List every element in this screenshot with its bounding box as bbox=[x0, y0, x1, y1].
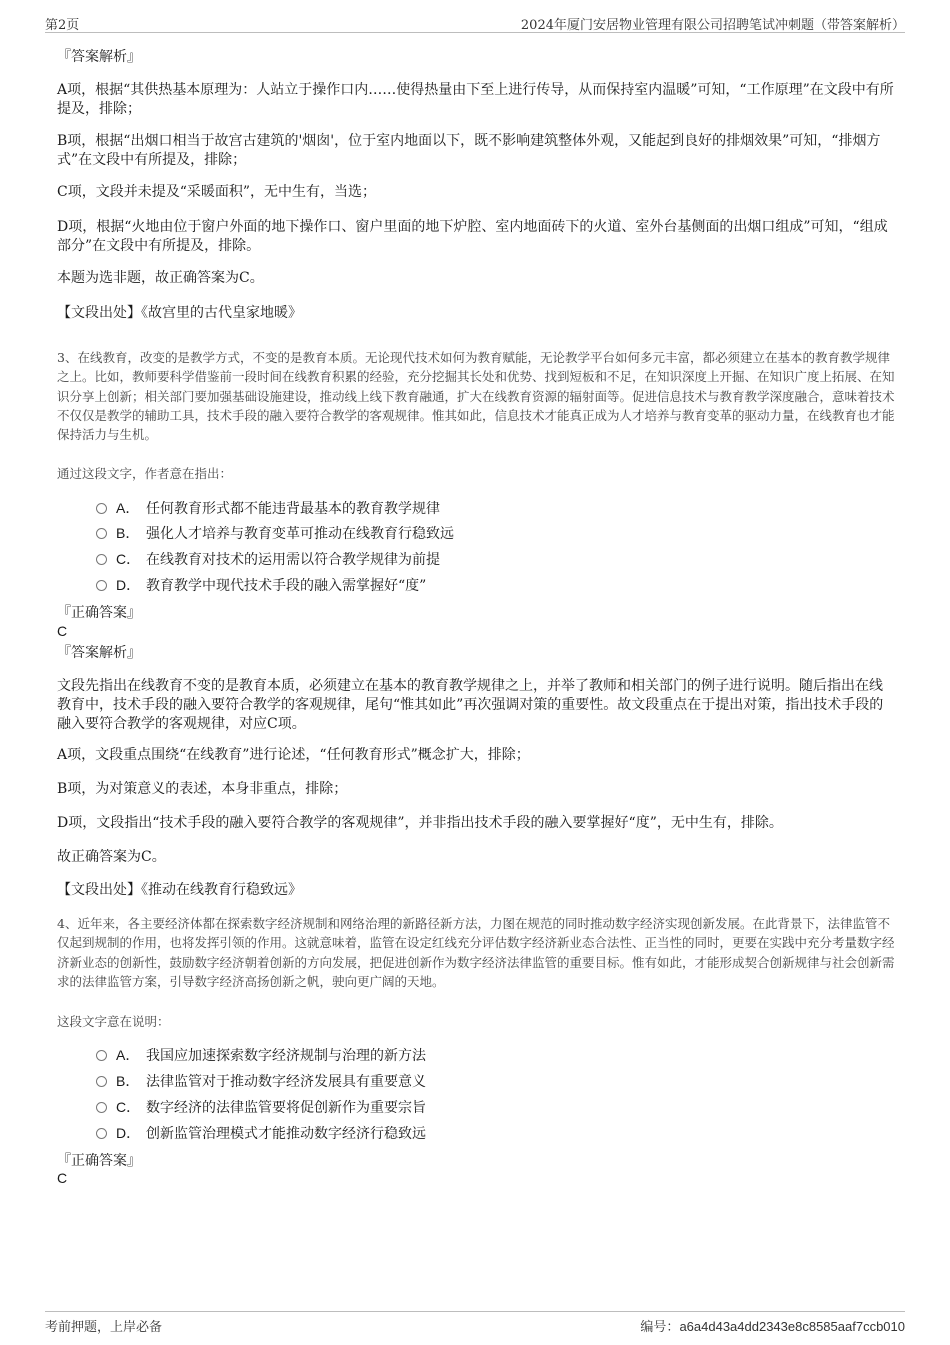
code-label: 编号： bbox=[640, 1320, 680, 1335]
q4-option-b[interactable]: B． 法律监管对于推动数字经济发展具有重要意义 bbox=[96, 1071, 426, 1092]
q3-analysis-b: B项，为对策意义的表述，本身非重点，排除； bbox=[57, 781, 348, 797]
page-header bbox=[45, 12, 905, 33]
q3-question: 通过这段文字，作者意在指出： bbox=[57, 466, 233, 481]
q3-passage: 3、在线教育，改变的是教学方式，不变的是教育本质。无论现代技术如何为教育赋能，无论教学平台如何多元丰富，都必须建立在基本的教育教学规律之上。比如，教师要科学借鉴前一段时间在线教育积累的经验，充分挖掘其长处和优势、找到短板和不足，在知识深度上开掘、在知识广度上拓展、在知识分享上创新；相关部门要加强基础设施建设，推动线上线下教育融通，扩大在线教育资源的辐射面等。促进信息技术与教育教学深度融合，意味着技术不仅仅是教学的辅助工具，技术手段的融入要符合教学的客观规律。惟其如此，信息技术才能真正成为人才培养与教育变革的驱动力量，在线教育也才能保持活力与生机。 bbox=[57, 350, 895, 443]
radio-icon[interactable] bbox=[96, 503, 107, 514]
q3-option-d[interactable]: D． 教育教学中现代技术手段的融入需掌握好“度” bbox=[96, 575, 426, 596]
q2-analysis-a: A项，根据“其供热基本原理为：人站立于操作口内……使得热量由下至上进行传导，从而保持室内温暖”可知，“工作原理”在文段中有所提及，排除； bbox=[57, 82, 894, 117]
radio-icon[interactable] bbox=[96, 528, 107, 539]
q4-passage: 4、近年来，各主要经济体都在探索数字经济规制和网络治理的新路径新方法，力图在规范的同时推动数字经济实现创新发展。在此背景下，法律监管不仅起到规制的作用，也将发挥引领的作用。这就意味着，监管在设定红线充分评估数字经济新业态合法性、正当性的同时，更要在实践中充分考量数字经济新业态的创新性，鼓励数字经济朝着创新的方向发展，把促进创新作为数字经济法律监管的重要目标。惟有如此，才能形成契合创新规律与社会创新需求的法律监管方案，引导数字经济高扬创新之帆，驶向更广阔的天地。 bbox=[57, 916, 895, 989]
document-title: 2024年厦门安居物业管理有限公司招聘笔试冲刺题（带答案解析） bbox=[520, 18, 905, 33]
code-value: a6a4d43a4dd2343e8c8585aaf7ccb010 bbox=[679, 1319, 905, 1334]
radio-icon[interactable] bbox=[96, 580, 107, 591]
q3-analysis-a: A项，文段重点围绕“在线教育”进行论述，“任何教育形式”概念扩大，排除； bbox=[57, 747, 530, 763]
q3-analysis-d: D项，文段指出“技术手段的融入要符合教学的客观规律”，并非指出技术手段的融入要掌握好“度”，无中生有，排除。 bbox=[57, 815, 783, 831]
q3-analysis-main: 文段先指出在线教育不变的是教育本质，必须建立在基本的教育教学规律之上，并举了教师和相关部门的例子进行说明。随后指出在线教育中，技术手段的融入要符合教学的客观规律，尾句“惟其如此”再次强调对策的重要性。故文段重点在于提出对策，指出技术手段的融入要符合教学的客观规律，对应C项。 bbox=[57, 678, 884, 732]
q2-analysis-label: 『答案解析』 bbox=[57, 49, 141, 65]
radio-icon[interactable] bbox=[96, 1128, 107, 1139]
footer-slogan: 考前押题，上岸必备 bbox=[45, 1320, 163, 1335]
document-code bbox=[640, 1316, 905, 1335]
q3-option-c[interactable]: C． 在线教育对技术的运用需以符合教学规律为前提 bbox=[96, 549, 440, 570]
q3-answer-label: 『正确答案』 bbox=[57, 605, 141, 621]
q4-option-d[interactable]: D． 创新监管治理模式才能推动数字经济行稳致远 bbox=[96, 1123, 426, 1144]
radio-icon[interactable] bbox=[96, 1102, 107, 1113]
q4-option-c[interactable]: C． 数字经济的法律监管要将促创新作为重要宗旨 bbox=[96, 1097, 426, 1118]
page-footer bbox=[45, 1311, 905, 1336]
q3-answer: C bbox=[57, 623, 68, 639]
q2-analysis-c: C项，文段并未提及“采暖面积”，无中生有，当选； bbox=[57, 184, 377, 200]
q3-analysis-label: 『答案解析』 bbox=[57, 645, 141, 661]
q2-source: 【文段出处】《故宫里的古代皇家地暖》 bbox=[57, 305, 302, 321]
q2-conclusion: 本题为选非题，故正确答案为C。 bbox=[57, 270, 264, 286]
q2-analysis-b: B项，根据“出烟口相当于故宫古建筑的'烟囱'，位于室内地面以下，既不影响建筑整体外观，又能起到良好的排烟效果”可知，“排烟方式”在文段中有所提及，排除； bbox=[57, 133, 881, 168]
q4-answer: C bbox=[57, 1170, 68, 1186]
page-number: 第2页 bbox=[45, 18, 80, 33]
q3-source: 【文段出处】《推动在线教育行稳致远》 bbox=[57, 882, 302, 898]
radio-icon[interactable] bbox=[96, 1050, 107, 1061]
q3-option-a[interactable]: A． 任何教育形式都不能违背最基本的教育教学规律 bbox=[96, 498, 440, 519]
q4-answer-label: 『正确答案』 bbox=[57, 1153, 141, 1169]
q2-analysis-d: D项，根据“火地由位于窗户外面的地下操作口、窗户里面的地下炉腔、室内地面砖下的火道、室外台基侧面的出烟口组成”可知，“组成部分”在文段中有所提及，排除。 bbox=[57, 219, 888, 254]
radio-icon[interactable] bbox=[96, 1076, 107, 1087]
q4-question: 这段文字意在说明： bbox=[57, 1014, 170, 1029]
q3-option-b[interactable]: B． 强化人才培养与教育变革可推动在线教育行稳致远 bbox=[96, 523, 454, 544]
q4-option-a[interactable]: A． 我国应加速探索数字经济规制与治理的新方法 bbox=[96, 1045, 426, 1066]
q3-conclusion: 故正确答案为C。 bbox=[57, 849, 166, 865]
radio-icon[interactable] bbox=[96, 554, 107, 565]
